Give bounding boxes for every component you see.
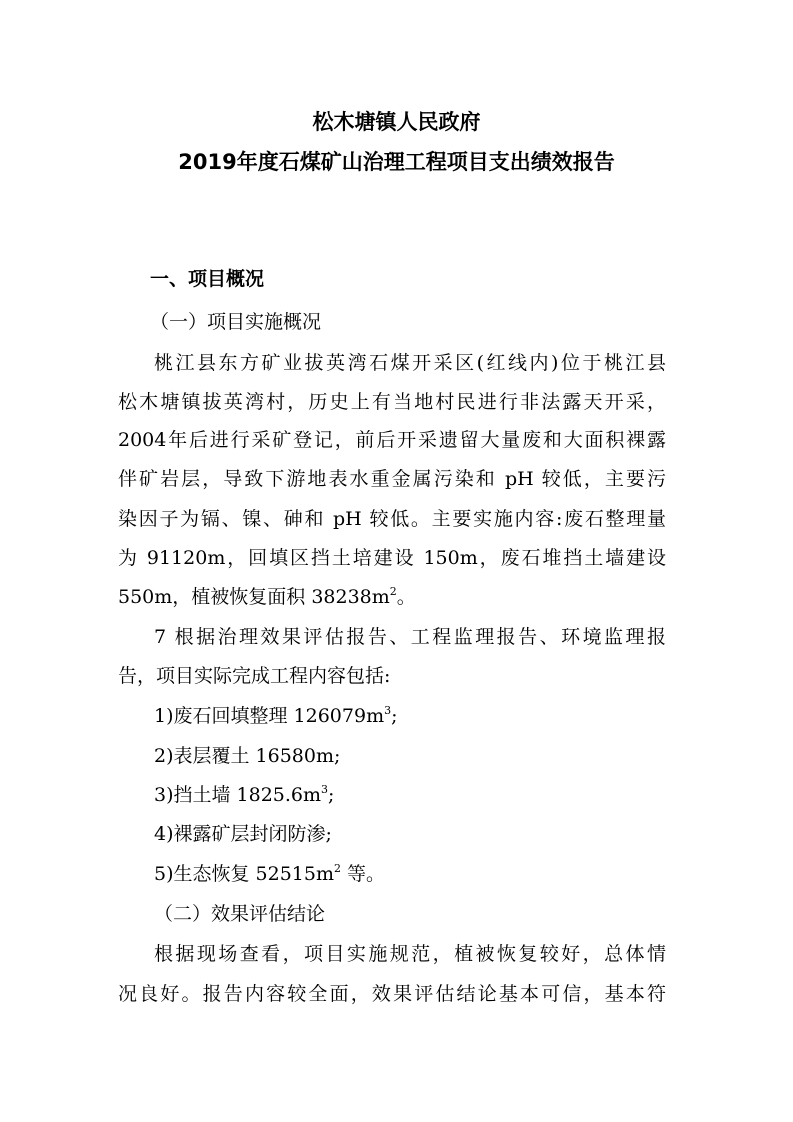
paragraph-line: 松木塘镇拔英湾村，历史上有当地村民进行非法露天开采， — [118, 391, 666, 413]
paragraph-line: 告，项目实际完成工程内容包括: — [118, 665, 391, 687]
section-heading: 一、项目概况 — [150, 268, 265, 290]
list-item — [154, 822, 332, 846]
document-title-line2: 2019年度石煤矿山治理工程项目支出绩效报告 — [178, 150, 615, 174]
paragraph-line: 染因子为镉、镍、砷和 pH 较低。主要实施内容:废石整理量 — [118, 508, 666, 530]
list-item-tail: ; — [328, 784, 335, 806]
subsection-heading: （一）项目实施概况 — [150, 311, 322, 333]
list-item — [154, 704, 398, 728]
superscript: 2 — [334, 862, 341, 875]
list-item-text: 2)表层覆土 16580m; — [154, 745, 341, 767]
list-item-text: 3)挡土墙 1825.6m — [154, 784, 322, 806]
paragraph-line: 7 根据治理效果评估报告、工程监理报告、环境监理报 — [154, 626, 666, 648]
list-item-text: 4)裸露矿层封闭防渗; — [154, 823, 332, 845]
superscript: 3 — [321, 783, 329, 796]
paragraph-text: 550m，植被恢复面积 38238m — [118, 586, 390, 608]
document-title-line1: 松木塘镇人民政府 — [312, 110, 481, 134]
list-item-text: 5)生态恢复 52515m — [154, 863, 334, 885]
paragraph-line: 伴矿岩层，导致下游地表水重金属污染和 pH 较低，主要污 — [118, 468, 666, 490]
list-item — [154, 862, 385, 886]
list-item-text: 1)废石回填整理 126079m — [154, 705, 385, 727]
paragraph-text: 。 — [396, 586, 416, 608]
paragraph-line: 况良好。报告内容较全面，效果评估结论基本可信，基本符 — [118, 983, 666, 1005]
list-item — [154, 744, 340, 768]
paragraph-line: 桃江县东方矿业拔英湾石煤开采区(红线内)位于桃江县 — [154, 352, 666, 374]
superscript: 3 — [384, 704, 392, 717]
paragraph-line: 为 91120m，回填区挡土培建设 150m，废石堆挡土墙建设 — [118, 547, 666, 569]
paragraph-line: 根据现场查看，项目实施规范，植被恢复较好，总体情 — [154, 943, 666, 965]
paragraph-line — [118, 585, 416, 609]
superscript: 2 — [389, 585, 397, 598]
subsection-heading: （二）效果评估结论 — [154, 903, 326, 925]
list-item — [154, 783, 334, 807]
list-item-tail: 等。 — [341, 863, 386, 885]
list-item-tail: ; — [391, 705, 398, 727]
paragraph-line: 2004年后进行采矿登记，前后开采遗留大量废和大面积裸露 — [118, 429, 666, 451]
